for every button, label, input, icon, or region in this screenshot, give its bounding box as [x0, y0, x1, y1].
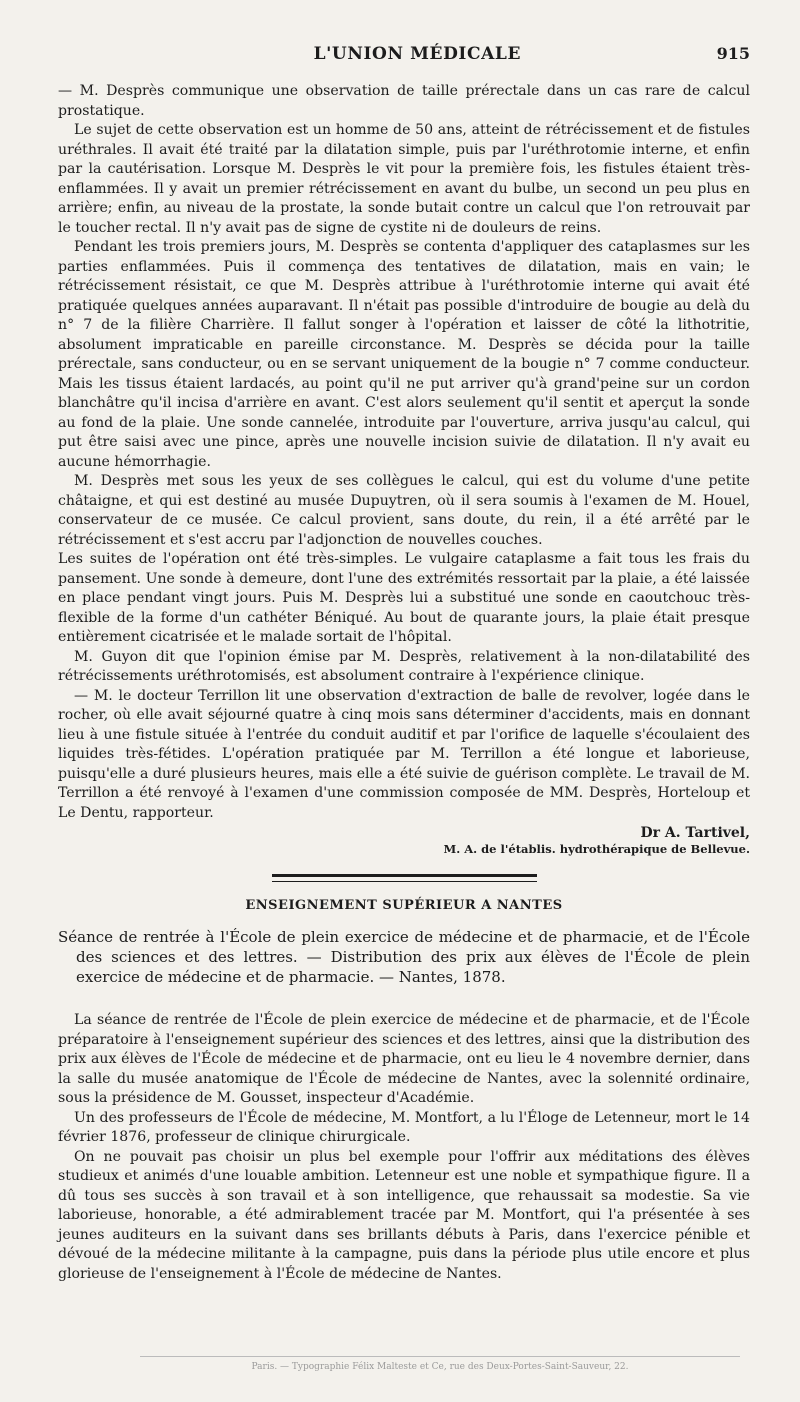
- paragraph: Le sujet de cette observation est un homme de 50 ans, atteint de rétrécissement et de fistules uréthrales. Il avait été traité par la dilatation simple, puis par l'uréthrotomie interne, et enfin par la cautérisation. Lorsque M. Desprès le vit pour la première fois, les fistules étaient très-enflammées. Il y avait un premier rétrécissement en avant du bulbe, un second un peu plus en arrière; enfin, au niveau de la prostate, la sonde butait contre un calcul que l'on retrouvait par le toucher rectal. Il n'y avait pas de signe de cystite ni de douleurs de reins.: [58, 122, 750, 236]
- article-body-part2: [58, 1011, 750, 1284]
- journal-title: L'UNION MÉDICALE: [313, 44, 522, 64]
- paragraph: — M. le docteur Terrillon lit une observation d'extraction de balle de revolver, logée dans le rocher, où elle avait séjourné quatre à cinq mois sans déterminer d'accidents, mais en donnant lieu à une fistule située à l'entrée du conduit auditif et par l'orifice de laquelle s'écoulaient des liquides très-fétides. L'opération pratiquée par M. Terrillon a été longue et laborieuse, puisqu'elle a duré plusieurs heures, mais elle a été suivie de guérison complète. Le travail de M. Terrillon a été renvoyé à l'examen d'une commission composée de MM. Desprès, Horteloup et Le Dentu, rapporteur.: [58, 687, 750, 821]
- signature-block: [58, 825, 750, 856]
- page-number: 915: [716, 44, 750, 63]
- paragraph: Pendant les trois premiers jours, M. Desprès se contenta d'appliquer des cataplasmes sur les parties enflammées. Puis il commença des tentatives de dilatation, mais en vain; le rétrécissement résistait, ce que M. Desprès attribue à l'uréthrotomie interne qui avait été pratiquée quelques années auparavant. Il n'était pas possible d'introduire de bougie au delà du n° 7 de la filière Charrière. Il fallut songer à l'opération et laisser de côté la lithotritie, absolument impraticable en pareille circonstance. M. Desprès se décida pour la taille prérectale, sans conducteur, ou en se servant uniquement de la bougie n° 7 comme conducteur. Mais les tissus étaient lardacés, au point qu'il ne put arriver qu'à grand'peine sur un cordon blanchâtre qu'il incisa d'arrière en avant. C'est alors seulement qu'il sentit et aperçut la sonde au fond de la plaie. Une sonde cannelée, introduite par l'ouverture, arriva jusqu'au calcul, qui put être saisi avec une pince, après une nouvelle incision suivie de dilatation. Il n'y avait eu aucune hémorrhagie.: [58, 239, 750, 470]
- section-divider: [272, 874, 537, 882]
- article-body-part1: [58, 82, 750, 823]
- printer-footer: Paris. — Typographie Félix Malteste et Ce, rue des Deux-Portes-Saint-Sauveur, 22.: [140, 1356, 740, 1372]
- paragraph: Un des professeurs de l'École de médecine, M. Montfort, a lu l'Éloge de Letenneur, mort le 14 février 1876, professeur de clinique chirurgicale.: [58, 1109, 750, 1145]
- paragraph: Les suites de l'opération ont été très-simples. Le vulgaire cataplasme a fait tous les frais du pansement. Une sonde à demeure, dont l'une des extrémités ressortait par la plaie, a été laissée en place pendant vingt jours. Puis M. Desprès lui a substitué une sonde en caoutchouc très-flexible de la forme d'un cathéter Béniqué. Au bout de quarante jours, la plaie était presque entièrement cicatrisée et le malade sortait de l'hôpital.: [58, 551, 750, 645]
- paragraph: — M. Desprès communique une observation de taille prérectale dans un cas rare de calcul prostatique.: [58, 83, 750, 119]
- running-head: [58, 44, 750, 82]
- section-heading: ENSEIGNEMENT SUPÉRIEUR A NANTES: [245, 898, 563, 913]
- journal-page: [58, 44, 750, 1284]
- subhead-text: Séance de rentrée à l'École de plein exercice de médecine et de pharmacie, et de l'École des sciences et des lettres. — Distribution des prix aux élèves de l'École de plein exercice de médecine et de pharmacie. — Nantes, 1878.: [58, 928, 750, 986]
- paragraph: On ne pouvait pas choisir un plus bel exemple pour l'offrir aux méditations des élèves studieux et animés d'une louable ambition. Letenneur est une noble et sympathique figure. Il a dû tous ses succès à son travail et à son intelligence, que rehaussait sa modestie. Sa vie laborieuse, honorable, a été admirablement tracée par M. Montfort, qui l'a présentée à ses jeunes auditeurs en la suivant dans ses brillants débuts à Paris, dans l'exercice pénible et dévoué de la médecine militante à la campagne, puis dans la période plus utile encore et plus glorieuse de l'enseignement à l'École de médecine de Nantes.: [58, 1148, 750, 1282]
- signature-name: Dr A. Tartivel,: [640, 825, 750, 841]
- signature-affiliation: M. A. de l'établis. hydrothérapique de Bellevue.: [443, 842, 750, 856]
- paragraph: La séance de rentrée de l'École de plein exercice de médecine et de pharmacie, et de l'École préparatoire à l'enseignement supérieur des sciences et des lettres, ainsi que la distribution des prix aux élèves de l'École de médecine et de pharmacie, ont eu lieu le 4 novembre dernier, dans la salle du musée anatomique de l'École de médecine de Nantes, avec la solennité ordinaire, sous la présidence de M. Gousset, inspecteur d'Académie.: [58, 1012, 750, 1106]
- paragraph: M. Guyon dit que l'opinion émise par M. Desprès, relativement à la non-dilatabilité des rétrécissements uréthrotomisés, est absolument contraire à l'expérience clinique.: [58, 648, 750, 684]
- paragraph: M. Desprès met sous les yeux de ses collègues le calcul, qui est du volume d'une petite châtaigne, et qui est destiné au musée Dupuytren, où il sera soumis à l'examen de M. Houel, conservateur de ce musée. Ce calcul provient, sans doute, du rein, il a été arrêté par le rétrécissement et s'est accru par l'adjonction de nouvelles couches.: [58, 473, 750, 548]
- section-subhead: [58, 927, 750, 987]
